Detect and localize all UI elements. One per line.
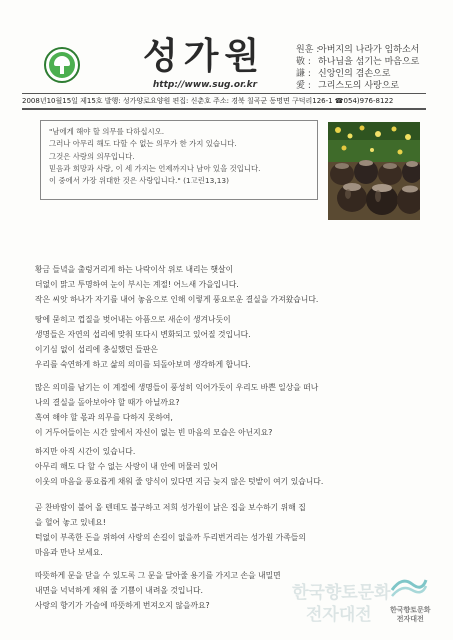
motto-item xyxy=(296,80,446,92)
quote-line: 그러나 아무리 해도 다할 수 없는 의무가 한 가지 있습니다. xyxy=(49,139,237,149)
watermark-small-label: 한국향토문화 전자대전 xyxy=(390,606,431,623)
motto-key: 愛 : xyxy=(296,81,311,91)
body-line: 아무리 해도 다 할 수 없는 사랑이 내 안에 머물러 있어 xyxy=(35,462,218,471)
paragraph-3 xyxy=(35,380,430,440)
quote-line: 믿음과 희망과 사랑, 이 세 가지는 언제까지나 남아 있을 것입니다. xyxy=(49,163,261,173)
website-url[interactable]: http://www.sug.or.kr xyxy=(152,80,258,90)
body-line: 턱없이 부족한 돈을 위하여 사랑의 손길이 없을까 두리번거리는 성가원 가족들의 xyxy=(35,533,306,542)
body-line: 작은 씨앗 하나가 자기를 내어 놓음으로 인해 이렇게 풍요로운 결실을 가져왔습니다. xyxy=(35,295,319,304)
publication-info: 2008년10월15일 제15호 발행: 성가양로요양원 편집: 신춘호 주소: 경북 칠곡군 동명면 구덕리126-1 ☎054)976-8122 xyxy=(22,97,394,105)
scripture-quote-box xyxy=(40,120,318,200)
body-line: 황금 들녘을 출렁거리게 하는 나락이삭 위로 내리는 햇살이 xyxy=(35,265,234,274)
body-line: 이 거두어들이는 시간 앞에서 자신이 없는 빈 마음의 모습은 아닌지요? xyxy=(35,428,273,437)
crock-pots-photo xyxy=(328,122,420,220)
body-line: 내면을 넉넉하게 채워 줄 기쁨이 내려올 것입니다. xyxy=(35,586,203,595)
motto-item xyxy=(296,44,446,56)
motto-item xyxy=(296,56,446,68)
wave-logo-icon xyxy=(388,572,428,602)
sunggawon-logo-icon xyxy=(44,47,80,83)
body-line: 우리를 숙연하게 하고 삶의 의미를 되돌아보며 생각하게 합니다. xyxy=(35,360,251,369)
newsletter-title: 성가원 xyxy=(142,36,266,77)
header-divider-bottom xyxy=(22,108,426,110)
body-line: 땅에 묻히고 껍질을 벗어내는 아픔으로 새순이 생겨나듯이 xyxy=(35,315,231,324)
quote-line: 이 중에서 가장 위대한 것은 사랑입니다." (1고린13,13) xyxy=(49,176,229,186)
body-line: 많은 의미를 남기는 이 계절에 생명들이 풍성히 익어가듯이 우리도 바쁜 일상을 떠나 xyxy=(35,383,319,392)
motto-text: 그리스도의 사랑으로 xyxy=(318,81,400,91)
motto-key: 敬 : xyxy=(296,57,311,67)
body-line: 더없이 맑고 투명하여 눈이 부시는 계절! 어느새 가을입니다. xyxy=(35,280,239,289)
quote-line: "남에게 해야 할 의무를 다하십시오. xyxy=(49,127,165,136)
quote-line: 그것은 사랑의 의무입니다. xyxy=(49,151,135,161)
header-divider-top xyxy=(22,93,426,94)
body-line: 하지만 아직 시간이 있습니다. xyxy=(35,447,136,456)
body-line: 나의 결실을 돌아보아야 할 때가 아닐까요? xyxy=(35,398,180,407)
motto-key: 謙 : xyxy=(296,69,311,79)
motto-key: 원훈 : xyxy=(296,45,320,55)
body-line: 따뜻하게 문을 닫을 수 있도록 그 문을 달아줄 용기를 가지고 손을 내밀면 xyxy=(35,571,281,580)
motto-item xyxy=(296,68,446,80)
archive-watermark xyxy=(292,572,446,632)
body-line: 혹여 해야 할 몫과 의무를 다하지 못하여, xyxy=(35,413,173,422)
body-line: 을 헐어 놓고 있네요! xyxy=(35,518,106,527)
motto-text: 하나님을 섬기는 마음으로 xyxy=(318,57,420,67)
body-line: 마음과 만나 보세요. xyxy=(35,548,103,557)
watermark-line-2: 전자대전 xyxy=(306,605,372,625)
body-line: 이기심 없이 섭리에 충실했던 들판은 xyxy=(35,345,158,354)
motto-text: 아버지의 나라가 임하소서 xyxy=(318,45,420,55)
motto-text: 신앙인의 겸손으로 xyxy=(318,69,391,79)
body-line: 곧 찬바람이 불어 올 텐데도 불구하고 저희 성가원이 낡은 집을 보수하기 위해 집 xyxy=(35,503,306,512)
body-line: 이웃의 마음을 풍요롭게 채워 줄 양식이 있다면 지금 늦지 않은 텃밭이 여기 있습니다. xyxy=(35,477,324,486)
paragraph-5 xyxy=(35,500,430,560)
paragraph-1 xyxy=(35,262,430,307)
paragraph-2 xyxy=(35,312,430,372)
body-line: 생명들은 자연의 섭리에 맞춰 또다시 변화되고 있어질 것입니다. xyxy=(35,330,251,339)
body-line: 사랑의 향기가 가슴에 따뜻하게 번져오지 않을까요? xyxy=(35,601,210,610)
watermark-line-1: 한국향토문화 xyxy=(292,583,391,603)
motto-list xyxy=(296,44,446,92)
paragraph-4 xyxy=(35,444,430,489)
